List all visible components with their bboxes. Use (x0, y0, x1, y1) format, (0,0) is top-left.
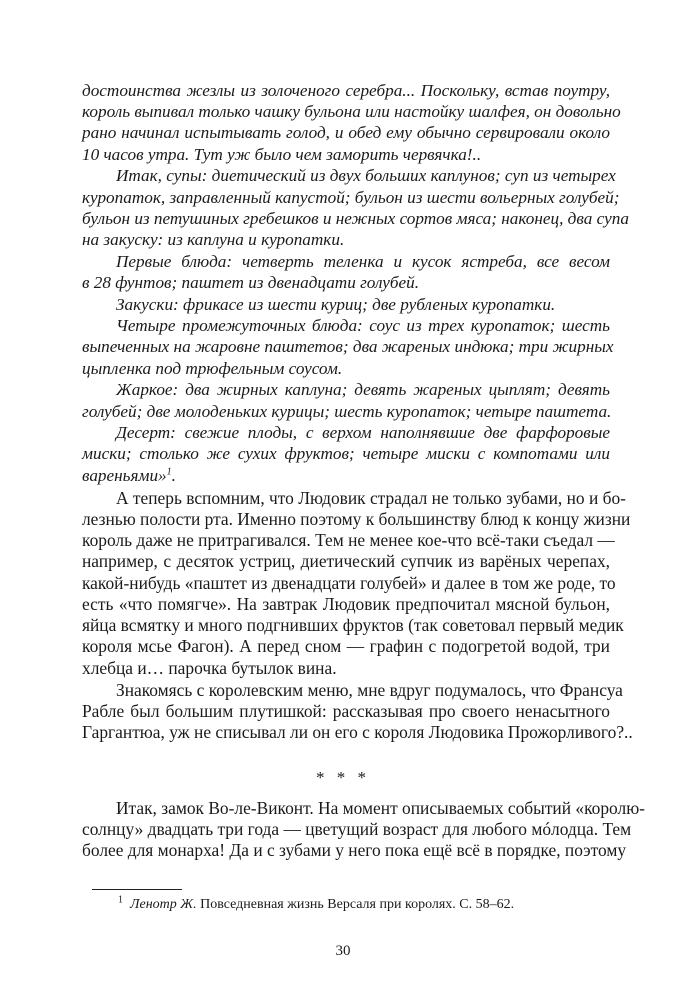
quote-line-text: на закуску: из каплуна и куропатки. (82, 230, 345, 250)
footnote (118, 896, 514, 914)
body-line: хлебца и… парочка бутылок вина. (82, 657, 337, 678)
body-line: Итак, замок Во-ле-Виконт. На момент описываемых событий «королю- (116, 797, 645, 818)
section-separator: * * * (316, 768, 370, 787)
quote-line (116, 422, 610, 443)
quote-line-text: в 28 фунтов; паштет из двенадцати голубей. (82, 273, 420, 293)
quote-line (82, 208, 629, 229)
quote-line-text: Жаркое: два жирных каплуна; девять жареных цыплят; девять (116, 380, 610, 400)
quote-line-text: рано начинал испытывать голод, и обед ему обычно сервировали около (82, 123, 610, 143)
quote-line (82, 187, 620, 208)
quote-line-text: миски; столько же сухих фруктов; четыре миски с компотами или (82, 444, 610, 464)
body-line: король даже не притрагивался. Тем не менее кое-что всё-таки съедал — (82, 529, 615, 550)
body-line: какой-нибудь «паштет из двенадцати голубей» и далее в том же роде, то (82, 572, 616, 593)
quote-line (82, 144, 610, 165)
body-line: яйца всмятку и много подгнивших фруктов (так советовал первый медик (82, 614, 624, 635)
quote-line-text: Десерт: свежие плоды, с верхом наполнявшие две фарфоровые (116, 422, 610, 442)
quote-line (82, 101, 621, 122)
quote-line (116, 165, 616, 186)
body-line: Рабле был большим плутишкой: рассказывая про своего ненасытного (82, 700, 610, 721)
quote-line (82, 401, 610, 422)
body-line: лезнью полости рта. Именно поэтому к большинству блюд к концу жизни (82, 508, 631, 529)
quote-line (82, 122, 610, 143)
quote-line-text: выпеченных на жаровне паштетов; два жареных индюка; три жирных (82, 337, 614, 357)
quote-line-text: куропаток, заправленный капустой; бульон из шести вольерных голубей; (82, 187, 620, 207)
quote-line-text: голубей; две молоденьких курицы; шесть куропаток; четыре паштета. (82, 401, 612, 421)
quote-line-text: Итак, супы: диетический из двух больших каплунов; суп из четырех (116, 166, 616, 186)
body-line: А теперь вспомним, что Людовик страдал не только зубами, но и бо- (116, 487, 626, 508)
quote-line (116, 251, 610, 272)
quote-line (82, 443, 610, 464)
quote-line (116, 315, 610, 336)
quote-line (82, 358, 610, 379)
quote-line-text: бульон из петушиных гребешков и нежных сортов мяса; наконец, два супа (82, 208, 629, 228)
quote-line-text: 10 часов утра. Тут уж было чем заморить червячка!.. (82, 144, 482, 164)
quote-line-text: цыпленка под трюфельным соусом. (82, 358, 343, 378)
body-line: Знакомясь с королевским меню, мне вдруг подумалось, что Франсуа (116, 679, 623, 700)
quote-line (116, 379, 610, 400)
quote-line (82, 336, 614, 357)
quote-line (82, 80, 610, 101)
footnote-author: Ленотр Ж. (130, 897, 197, 912)
quote-line: вареньями»$^1$. (82, 465, 176, 485)
footnote-ref: 1 (166, 465, 172, 477)
body-line: более для монарха! Да и с зубами у него пока ещё всё в порядке, поэтому (82, 839, 627, 860)
page-number: 30 (335, 943, 351, 959)
footnote-text: Повседневная жизнь Версаля при королях. С. 58–62. (200, 897, 515, 912)
quote-line (82, 229, 610, 250)
body-line: Гаргантюа, уж не списывал ли он его с короля Людовика Прожорливого?.. (82, 721, 633, 742)
quote-line (116, 294, 610, 315)
quote-line-text: достоинства жезлы из золоченого серебра... Поскольку, встав поутру, (82, 80, 610, 100)
body-line: короля мсье Фагон). А перед сном — графин с подогретой водой, три (82, 635, 610, 656)
body-line: есть «что помягче». На завтрак Людовик предпочитал мясной бульон, (82, 593, 610, 614)
body-line: например, с десяток устриц, диетический супчик из варёных черепах, (82, 550, 610, 571)
footnote-number: 1 (118, 894, 123, 906)
quote-line-text: вареньями» (82, 465, 167, 485)
quote-line (82, 272, 610, 293)
body-line: солнцу» двадцать три года — цветущий возраст для любого мóлодца. Тем (82, 818, 632, 839)
quote-line-text: Первые блюда: четверть теленка и кусок ястреба, все весом (116, 251, 610, 271)
quote-line-text: Четыре промежуточных блюда: соус из трех куропаток; шесть (116, 315, 610, 335)
footnote-rule (92, 889, 182, 890)
quote-line-text: король выпивал только чашку бульона или настойку шалфея, он довольно (82, 101, 621, 121)
quote-line-text: Закуски: фрикасе из шести куриц; две рубленых куропатки. (116, 294, 556, 314)
